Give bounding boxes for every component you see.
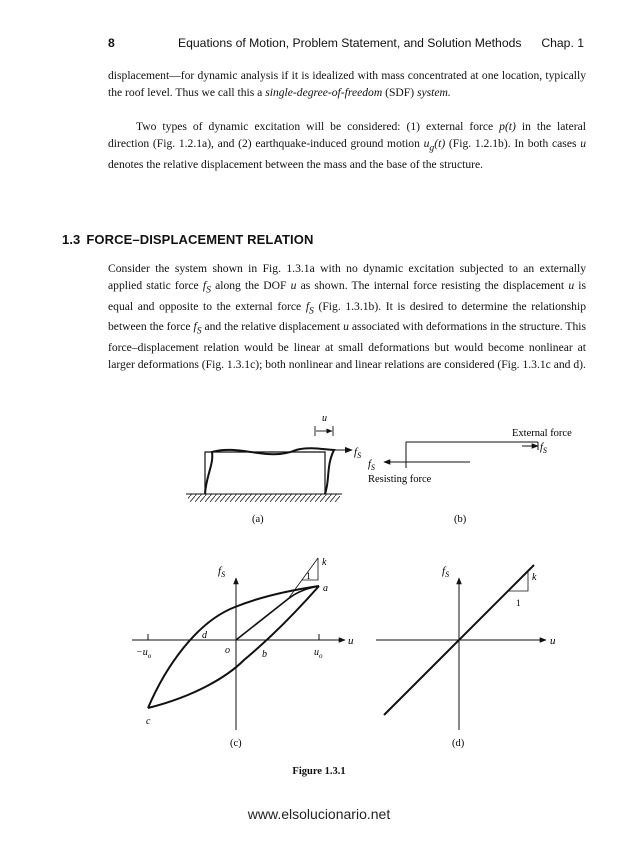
math-var: u	[290, 278, 297, 292]
panel-d-u-label: u	[550, 635, 556, 647]
math-sub: S	[206, 283, 211, 295]
panel-b-fs-ext: $f_S$	[540, 442, 547, 455]
page-header	[108, 36, 584, 52]
paragraph-1	[108, 68, 586, 101]
math-var: f	[202, 278, 207, 292]
panel-b-label: (b)	[454, 514, 467, 525]
text-run: as shown. The internal force resisting the displacement	[296, 278, 569, 292]
panel-d-fs-label: $f_S$	[442, 565, 450, 579]
math-var: u	[343, 320, 349, 334]
math-var: u	[580, 136, 586, 150]
text-run: in the lateral direction (Fig. 1.2.1a), and (2) earthquake-induced ground motion	[108, 120, 586, 150]
paragraph-2	[108, 119, 586, 173]
figure-caption: Figure 1.3.1	[292, 766, 346, 777]
panel-b-fs-res: $f_S$	[368, 459, 375, 472]
section-heading	[62, 232, 313, 247]
panel-d-label: (d)	[452, 738, 465, 749]
external-force-label: External force	[512, 428, 572, 439]
math-sub: S	[309, 304, 314, 316]
page-number: 8	[108, 36, 115, 50]
text-run: Consider the system shown in Fig. 1.3.1a with no dynamic excitation subjected to an externally applied static force	[108, 262, 586, 292]
loop-lower	[148, 586, 319, 708]
panel-c-k: k	[322, 557, 327, 568]
panel-c-u-label: u	[348, 635, 354, 647]
resisting-force-label: Resisting force	[368, 474, 432, 485]
text-run: and the relative displacement	[201, 320, 344, 334]
panel-c-uo: $u_o$	[314, 647, 323, 660]
text-run: is equal and opposite to the external force	[108, 278, 586, 313]
footer	[0, 806, 638, 822]
text-run: denotes the relative displacement between the mass and the base of the structure.	[108, 157, 484, 171]
panel-d-k: k	[532, 572, 537, 583]
text-run: associated with deformations in the structure. This force–displacement relation would be linear at small deformations but would become nonlinear at larger deformations (Fig. 1.3.1c); both nonlinear and linear relations are considered (Fig. 1.3.1c and d).	[108, 320, 587, 371]
text-run: (Fig. 1.3.1b). It is desired to determine the relationship between the force	[108, 299, 586, 334]
panel-c-fs-label: $f_S$	[218, 565, 226, 579]
chapter-label: Chap. 1	[541, 36, 584, 50]
emphasis: single-degree-of-freedom	[265, 85, 383, 99]
footer-link[interactable]: www.elsolucionario.net	[247, 806, 391, 822]
panel-a-u-label: u	[322, 413, 327, 424]
panel-c-label: (c)	[230, 738, 242, 749]
math-var: (t)	[434, 136, 446, 150]
deformed-frame	[205, 448, 334, 494]
text-run: displacement—for dynamic analysis if it is idealized with mass concentrated at one location, typically the roof level. Thus we call this a	[108, 69, 586, 99]
point-o: o	[225, 645, 230, 656]
math-var: u	[568, 278, 575, 292]
math-sub: S	[196, 325, 202, 337]
point-b: b	[262, 649, 267, 660]
text-run: along the DOF	[210, 278, 291, 292]
text-run: (SDF)	[382, 85, 417, 99]
figure-1-3-1	[0, 400, 638, 765]
section-title: FORCE–DISPLACEMENT RELATION	[86, 232, 314, 247]
math-var: p(t)	[499, 120, 516, 133]
panel-c-hysteresis	[132, 557, 354, 749]
math-var: f	[193, 320, 197, 334]
panel-b-freebody	[368, 428, 572, 525]
text-run: (Fig. 1.2.1b). In both cases	[445, 136, 581, 150]
point-a: a	[323, 583, 328, 594]
panel-c-neg-uo: $-u_o$	[136, 647, 152, 660]
panel-a-fs-label: $f_S$	[354, 446, 362, 460]
panel-d-one: 1	[516, 599, 521, 609]
emphasis: system.	[417, 85, 451, 99]
section-number: 1.3	[62, 232, 81, 247]
panel-a-label: (a)	[252, 514, 264, 525]
undeformed-frame	[205, 452, 325, 494]
panel-a-frame	[186, 413, 361, 525]
panel-c-one: 1	[306, 572, 311, 582]
point-c: c	[146, 716, 151, 727]
paragraph-3	[108, 261, 586, 374]
math-var: f	[305, 299, 310, 313]
running-title: Equations of Motion, Problem Statement, and Solution Methods	[178, 36, 522, 50]
text-run: Two types of dynamic excitation will be considered: (1) external force	[136, 120, 500, 133]
math-var: u	[423, 136, 430, 150]
ground-hatch	[188, 494, 340, 502]
panel-d-linear	[376, 565, 556, 749]
loop-upper	[148, 586, 319, 708]
math-sub: g	[429, 141, 435, 153]
point-d: d	[202, 630, 207, 641]
